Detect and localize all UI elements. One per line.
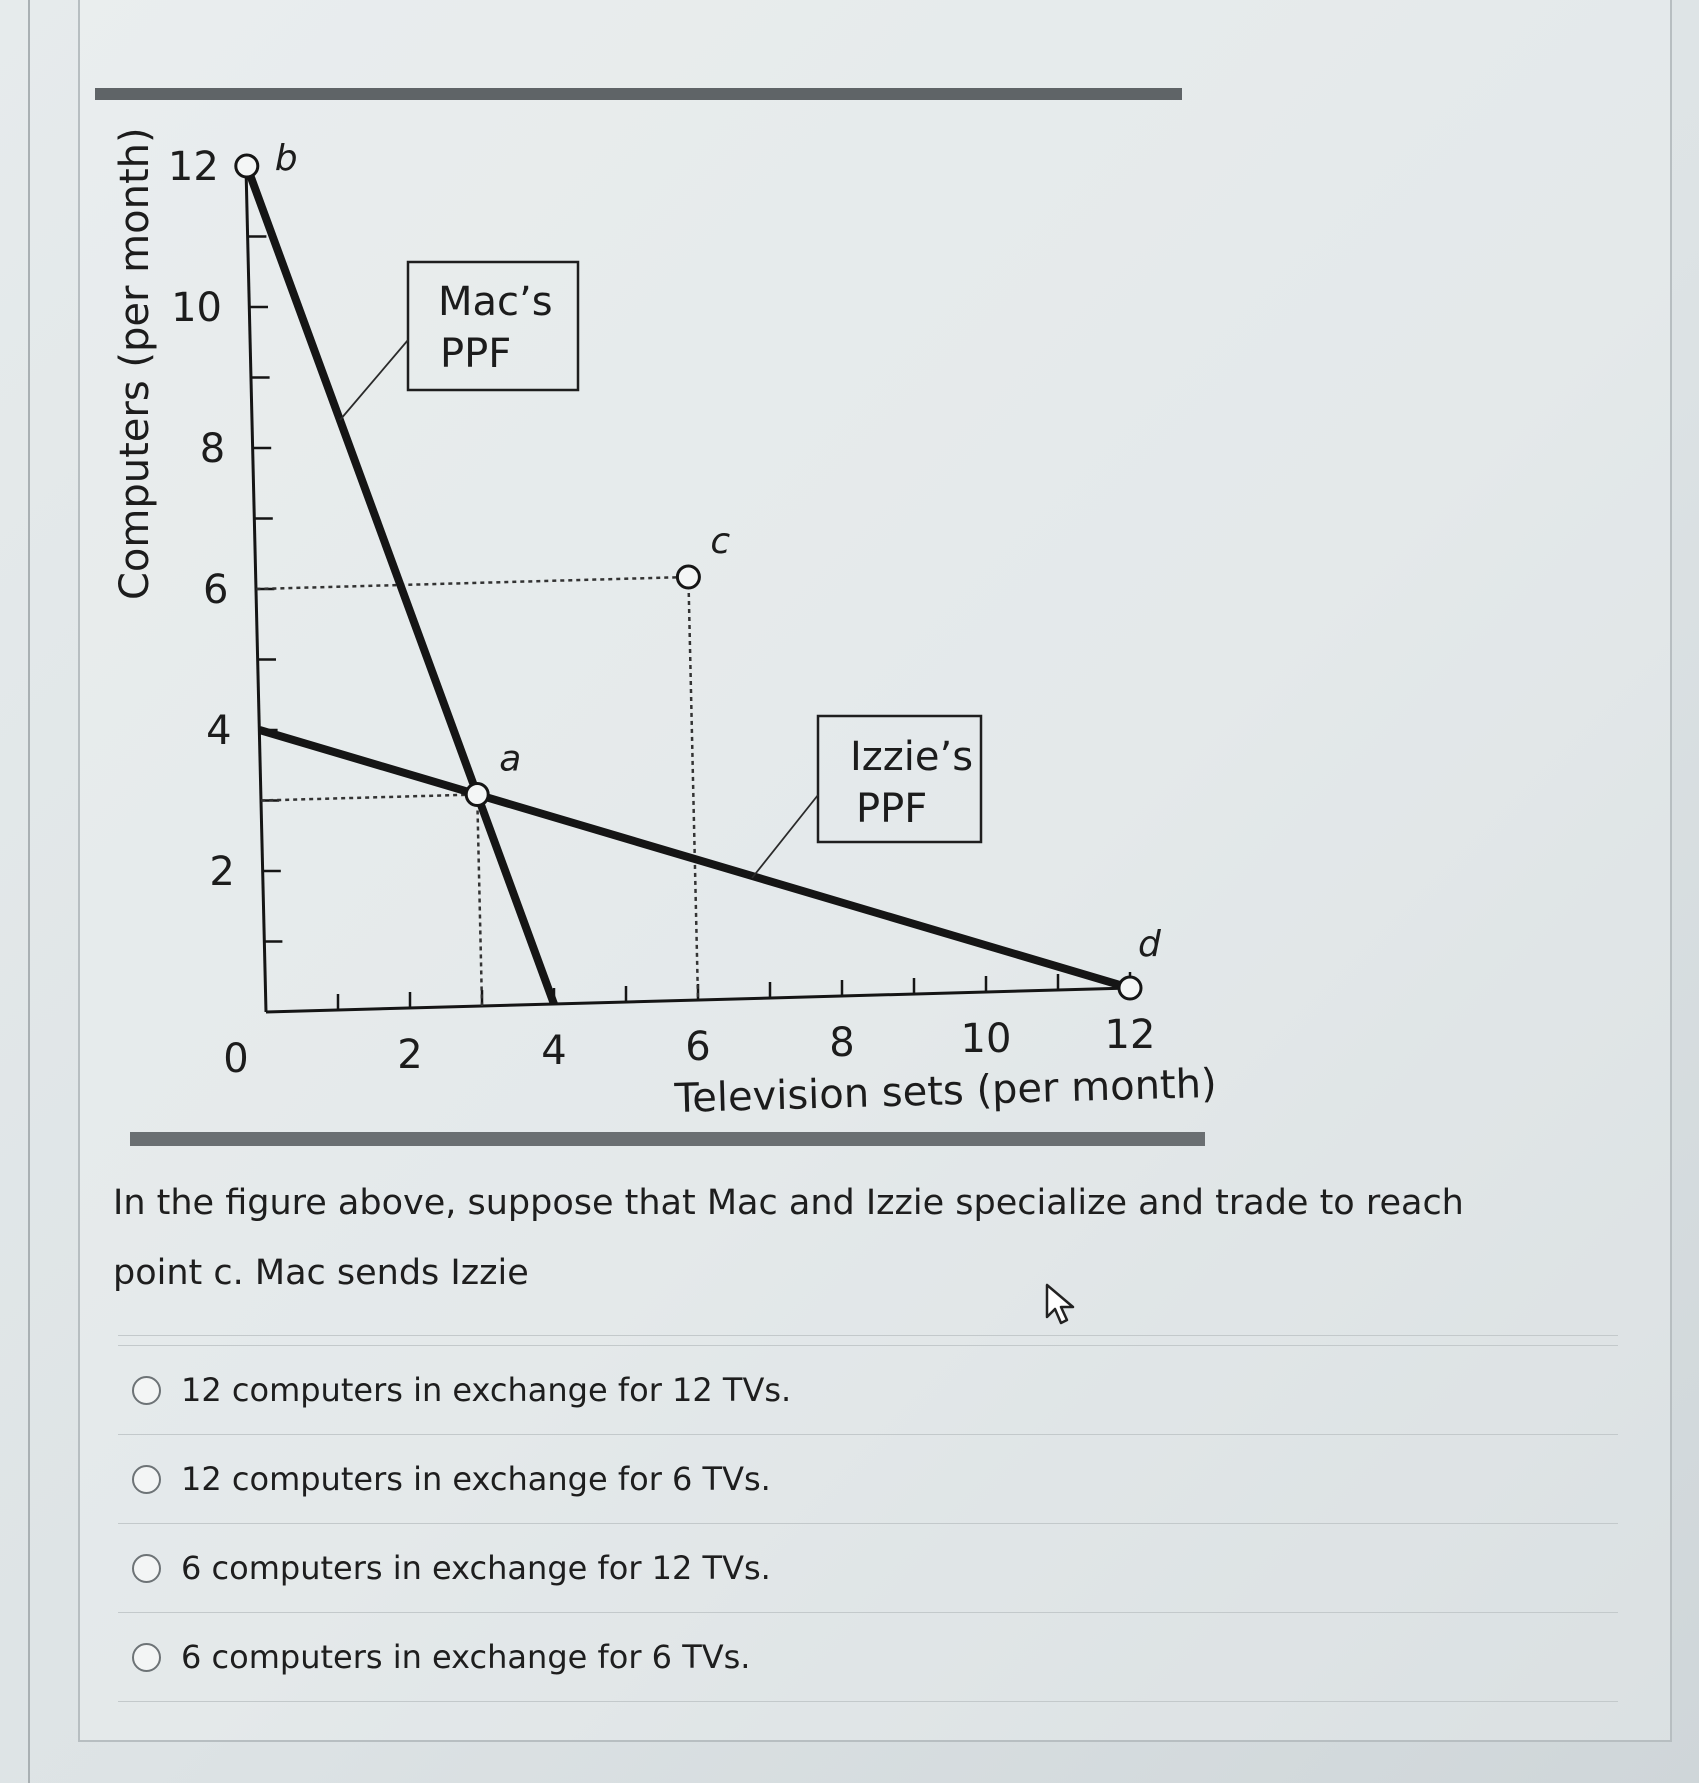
radio-button-icon[interactable] (132, 1465, 161, 1494)
x-tick-label: 4 (541, 1028, 567, 1074)
answer-option-label: 6 computers in exchange for 6 TVs. (181, 1638, 751, 1676)
y-axis-title: Computers (per month) (112, 127, 158, 600)
radio-button-icon[interactable] (132, 1554, 161, 1583)
radio-button-icon[interactable] (132, 1376, 161, 1405)
x-tick-label: 8 (829, 1020, 855, 1066)
point-c-marker (677, 566, 699, 588)
izzie-ppf-label-line1: Izzie’s (850, 734, 974, 780)
point-d-label: d (1138, 924, 1161, 965)
question-text: In the figure above, suppose that Mac and Izzie specialize and trade to reach point c. Mac sends Izzie (113, 1183, 1464, 1293)
mouse-pointer-icon (1045, 1283, 1079, 1327)
guide-line-a-vertical (477, 795, 482, 1007)
answer-option-4[interactable] (118, 1612, 1618, 1702)
y-tick-label: 10 (171, 285, 222, 331)
y-axis-ticks (168, 144, 283, 942)
guide-line-c-vertical (688, 577, 698, 1000)
point-a-label: a (499, 738, 522, 780)
mac-ppf-label-line2: PPF (440, 331, 512, 377)
answer-options (118, 1345, 1618, 1702)
izzie-ppf-label-line2: PPF (856, 786, 928, 832)
y-tick-label: 12 (167, 144, 219, 190)
x-axis-title: Television sets (per month) (673, 1060, 1218, 1122)
mac-ppf-label-box (340, 262, 578, 420)
mac-ppf-label-line1: Mac’s (438, 279, 553, 325)
point-b-label: b (274, 138, 298, 179)
radio-button-icon[interactable] (132, 1643, 161, 1672)
answer-option-label: 12 computers in exchange for 12 TVs. (181, 1371, 792, 1409)
point-b-marker (236, 155, 258, 177)
answer-option-3[interactable] (118, 1523, 1618, 1612)
chart-points (236, 138, 1162, 999)
point-d-marker (1119, 977, 1141, 999)
guide-line-c-horizontal (256, 577, 688, 589)
figure-bottom-rule (130, 1132, 1205, 1146)
options-separator (118, 1335, 1618, 1336)
x-tick-label: 0 (223, 1036, 249, 1082)
y-tick-label: 4 (206, 708, 232, 754)
y-tick-label: 8 (199, 426, 226, 472)
izzie-ppf-label-box (752, 716, 981, 878)
x-tick-label: 10 (960, 1016, 1012, 1062)
point-a-marker (466, 784, 488, 806)
answer-option-1[interactable] (118, 1345, 1618, 1434)
y-tick-label: 2 (209, 849, 235, 895)
answer-option-label: 12 computers in exchange for 6 TVs. (181, 1460, 771, 1498)
point-c-label: c (710, 521, 731, 562)
answer-option-2[interactable] (118, 1434, 1618, 1523)
x-tick-label: 12 (1104, 1012, 1156, 1058)
guide-line-a-horizontal (261, 795, 477, 801)
answer-option-label: 6 computers in exchange for 12 TVs. (181, 1549, 771, 1587)
y-tick-label: 6 (202, 567, 229, 613)
x-tick-label: 2 (397, 1032, 423, 1078)
x-tick-label: 6 (685, 1024, 711, 1070)
izzie-ppf-line (260, 730, 1130, 988)
